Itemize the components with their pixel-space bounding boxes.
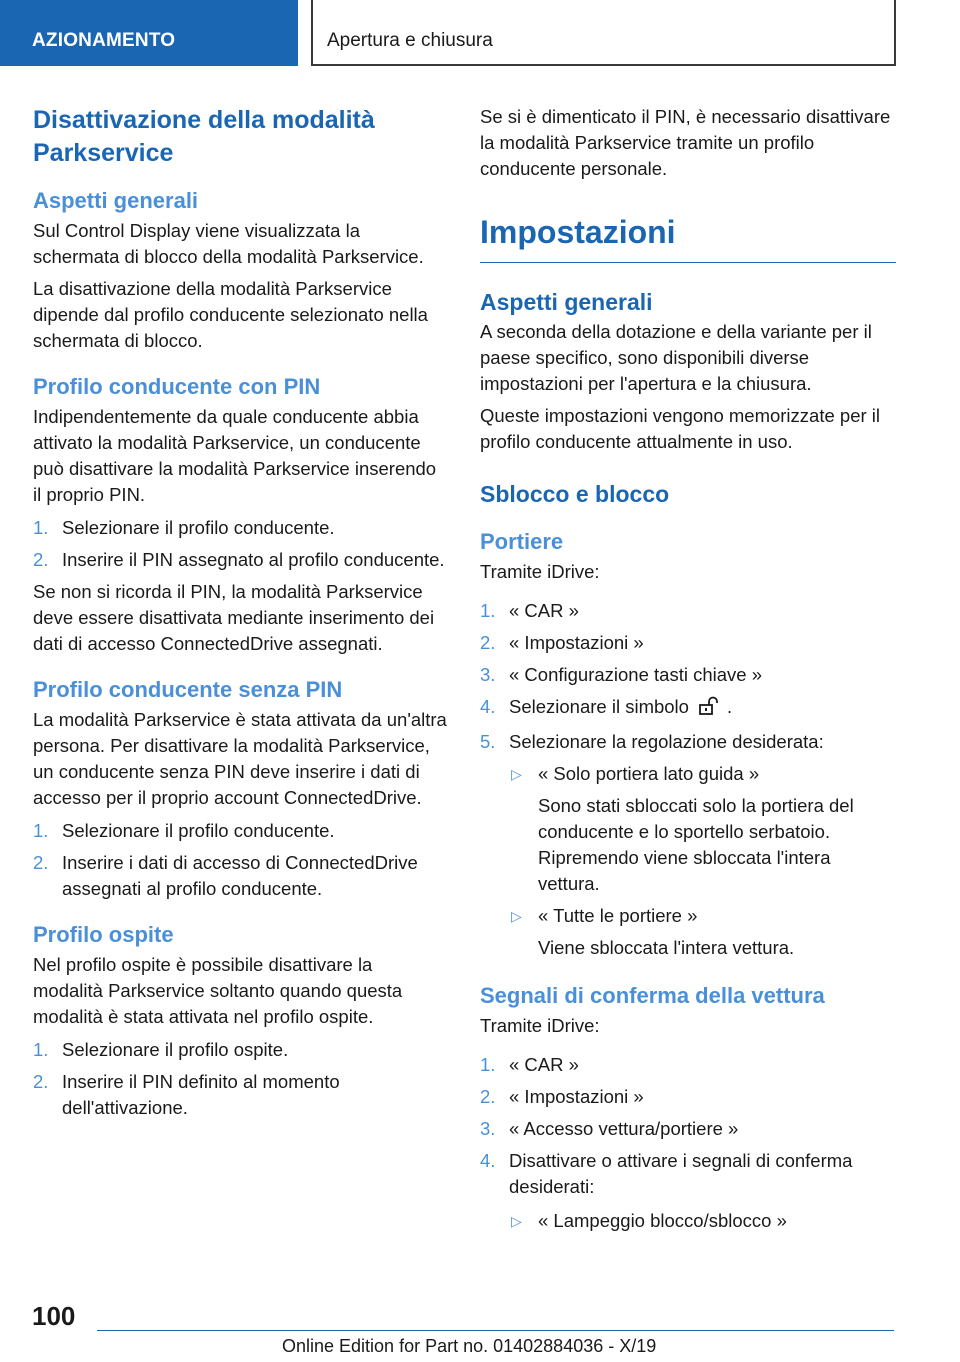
option-label: « Tutte le portiere » [538,905,698,926]
list-item [480,662,896,688]
step-number: 1. [480,600,496,621]
general-heading: Aspetti generali [33,188,199,213]
step-text: Selezionare il profilo conducente. [62,517,335,538]
option-description: Sono stati sbloccati solo la portiera del conducente e lo sportello serbatoio. Ripremendo viene sbloccata l'intera vettura. [538,795,854,894]
step-number: 2. [480,632,496,653]
option-label: « Lampeggio blocco/sblocco » [538,1210,787,1231]
guest-paragraph-1: Nel profilo ospite è possibile disattivare la modalità Parkservice soltanto quando questa modalità è stata attivata nel profilo ospite. [33,954,403,1027]
list-item [480,729,896,755]
list-item [33,850,447,902]
chapter-tab [311,0,896,66]
left-column [33,104,447,1121]
general-paragraph-2: Queste impostazioni vengono memorizzate per il profilo conducente attualmente in uso. [480,405,880,452]
footer-rule [97,1330,894,1331]
option-label: « Solo portiera lato guida » [538,763,760,784]
unlock-heading: Sblocco e blocco [480,481,670,507]
step-number: 2. [33,1071,49,1092]
step-number: 4. [480,696,496,717]
step-number: 1. [33,517,49,538]
confirm-steps [480,1052,896,1200]
list-item [509,761,896,787]
confirm-intro: Tramite iDrive: [480,1015,600,1036]
step-text: « Configurazione tasti chiave » [509,664,762,685]
guest-heading: Profilo ospite [33,922,174,947]
list-item [480,1084,896,1110]
section-title: Disattivazione della modalità Parkservice [33,106,375,167]
step-text: « CAR » [509,1054,579,1075]
pin-heading: Profilo conducente con PIN [33,374,321,399]
step-text: « CAR » [509,600,579,621]
general-paragraph-2: La disattivazione della modalità Parkservice dipende dal profilo conducente selezionato nella schermata di blocco. [33,278,428,351]
bullet-triangle-icon: ▷ [511,908,522,924]
title-rule [480,262,896,263]
step-text: « Impostazioni » [509,632,644,653]
step-text: Disattivare o attivare i segnali di conferma desiderati: [509,1150,853,1197]
intro-paragraph: Se si è dimenticato il PIN, è necessario disattivare la modalità Parkservice tramite un profilo conducente personale. [480,106,891,179]
right-column [480,104,896,1234]
chapter-title: Apertura e chiusura [327,30,493,51]
step-text: Selezionare il profilo ospite. [62,1039,289,1060]
step-number: 1. [33,1039,49,1060]
pin-steps [33,515,447,573]
step-text: « Impostazioni » [509,1086,644,1107]
pin-paragraph-1: Indipendentemente da quale conducente abbia attivato la modalità Parkservice, un conducente può disattivare la modalità Parkservice inserendo il proprio PIN. [33,406,437,505]
general-paragraph-1: A seconda della dotazione e della variante per il paese specifico, sono disponibili diverse impostazioni per l'apertura e la chiusura. [480,321,872,394]
list-item [480,1116,896,1142]
step-text: Selezionare il simbolo [509,696,689,717]
step-number: 3. [480,664,496,685]
doors-heading: Portiere [480,529,564,554]
step-number: 5. [480,731,496,752]
list-item [33,1037,447,1063]
general-paragraph-1: Sul Control Display viene visualizzata la schermata di blocco della modalità Parkservice. [33,220,424,267]
settings-title: Impostazioni [480,214,676,250]
list-item [33,818,447,844]
confirm-heading: Segnali di conferma della vettura [480,983,825,1008]
list-item [480,1052,896,1078]
step-text: Inserire i dati di accesso di ConnectedDrive assegnati al profilo conducente. [62,852,418,899]
doors-steps [480,598,896,755]
guest-steps [33,1037,447,1121]
doors-intro: Tramite iDrive: [480,561,600,582]
step-number: 2. [480,1086,496,1107]
unlock-icon [697,696,719,723]
list-item [480,1148,896,1200]
list-item [480,598,896,624]
nopin-paragraph-1: La modalità Parkservice è stata attivata da un'altra persona. Per disattivare la modalità Parkservice, un conducente senza PIN deve inserire i dati di accesso per il proprio account ConnectedDrive. [33,709,447,808]
doors-options [509,761,896,787]
step-number: 2. [33,852,49,873]
step-text: Selezionare la regolazione desiderata: [509,731,824,752]
bullet-triangle-icon: ▷ [511,766,522,782]
page-number: 100 [32,1301,76,1331]
list-item [33,515,447,541]
list-item [509,1208,896,1234]
step-text: Inserire il PIN definito al momento dell'attivazione. [62,1071,340,1118]
step-text: Inserire il PIN assegnato al profilo conducente. [62,549,445,570]
step-number: 2. [33,549,49,570]
nopin-heading: Profilo conducente senza PIN [33,677,343,702]
step-text: « Accesso vettura/portiere » [509,1118,739,1139]
list-item [509,903,896,929]
step-number: 1. [33,820,49,841]
doors-options-2 [509,903,896,929]
bullet-triangle-icon: ▷ [511,1213,522,1229]
list-item [480,694,896,723]
option-description: Viene sbloccata l'intera vettura. [538,937,795,958]
confirm-options [509,1208,896,1234]
step-end: . [726,696,733,717]
list-item [480,630,896,656]
list-item [33,1069,447,1121]
step-number: 1. [480,1054,496,1075]
edition-text: Online Edition for Part no. 01402884036 - X/19 [282,1336,657,1356]
general-heading: Aspetti generali [480,289,653,315]
section-tab: AZIONAMENTO [0,0,298,66]
list-item [33,547,447,573]
step-number: 4. [480,1150,496,1171]
nopin-steps [33,818,447,902]
pin-paragraph-2: Se non si ricorda il PIN, la modalità Parkservice deve essere disattivata mediante inserimento dei dati di accesso ConnectedDrive assegnati. [33,581,435,654]
page-header [0,0,960,66]
step-number: 3. [480,1118,496,1139]
step-text: Selezionare il profilo conducente. [62,820,335,841]
